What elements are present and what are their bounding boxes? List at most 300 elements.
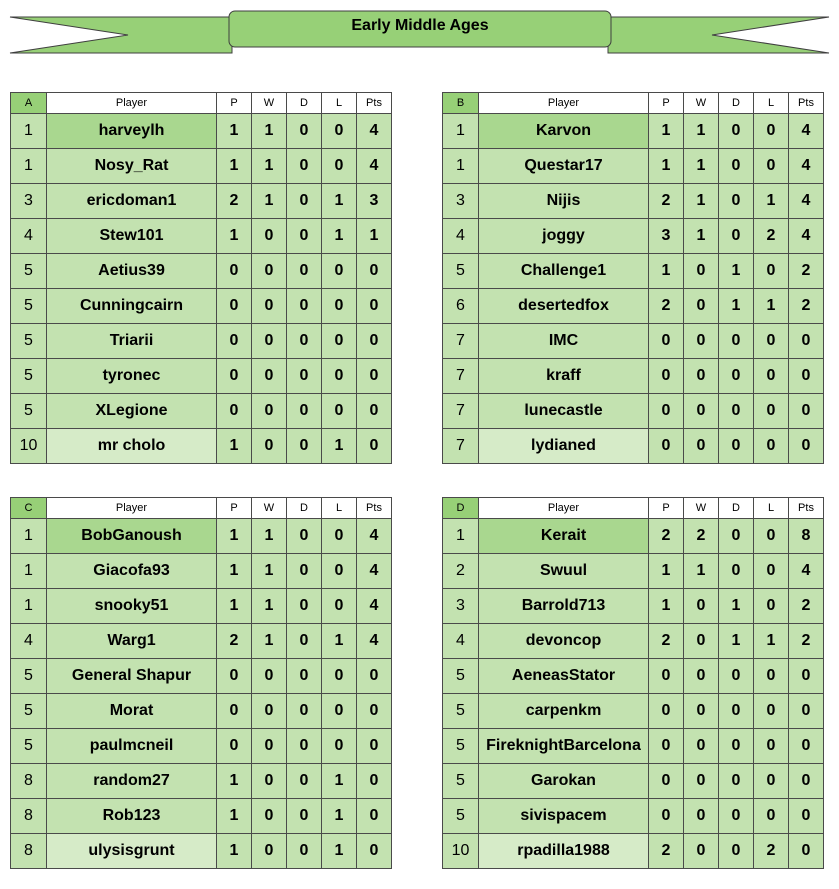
table-row (11, 519, 392, 554)
player-name-cell: BobGanoush (47, 519, 217, 554)
table-row (11, 694, 392, 729)
lost-cell: 0 (322, 289, 357, 324)
table-header-row (443, 93, 824, 114)
column-header-l: L (754, 93, 789, 114)
points-cell: 4 (357, 554, 392, 589)
rank-cell: 1 (11, 554, 47, 589)
won-cell: 0 (252, 394, 287, 429)
points-cell: 0 (357, 429, 392, 464)
points-cell: 0 (357, 289, 392, 324)
column-header-p: P (217, 498, 252, 519)
player-name-cell: Giacofa93 (47, 554, 217, 589)
player-name-cell: AeneasStator (479, 659, 649, 694)
played-cell: 2 (649, 519, 684, 554)
points-cell: 0 (357, 834, 392, 869)
played-cell: 0 (217, 694, 252, 729)
column-header-p: P (649, 93, 684, 114)
player-name-cell: Karvon (479, 114, 649, 149)
player-name-cell: Warg1 (47, 624, 217, 659)
won-cell: 0 (252, 289, 287, 324)
lost-cell: 1 (754, 184, 789, 219)
player-name-cell: General Shapur (47, 659, 217, 694)
table-row (443, 219, 824, 254)
table-header-row (11, 498, 392, 519)
played-cell: 1 (217, 429, 252, 464)
lost-cell: 0 (322, 149, 357, 184)
lost-cell: 0 (754, 359, 789, 394)
rank-cell: 3 (443, 589, 479, 624)
points-cell: 4 (789, 554, 824, 589)
played-cell: 1 (217, 589, 252, 624)
played-cell: 1 (217, 834, 252, 869)
points-cell: 0 (357, 359, 392, 394)
points-cell: 0 (789, 694, 824, 729)
rank-cell: 5 (11, 324, 47, 359)
column-header-w: W (684, 93, 719, 114)
drawn-cell: 0 (287, 324, 322, 359)
column-header-l: L (322, 93, 357, 114)
table-row (443, 149, 824, 184)
points-cell: 0 (789, 359, 824, 394)
lost-cell: 1 (322, 834, 357, 869)
rank-cell: 7 (443, 394, 479, 429)
player-name-cell: Challenge1 (479, 254, 649, 289)
played-cell: 3 (649, 219, 684, 254)
lost-cell: 0 (322, 694, 357, 729)
drawn-cell: 0 (719, 429, 754, 464)
column-header-player: Player (47, 498, 217, 519)
won-cell: 0 (252, 254, 287, 289)
rank-cell: 1 (11, 589, 47, 624)
column-header-p: P (217, 93, 252, 114)
rank-cell: 5 (443, 254, 479, 289)
drawn-cell: 0 (719, 219, 754, 254)
group-table-a (10, 92, 392, 464)
drawn-cell: 1 (719, 289, 754, 324)
won-cell: 1 (684, 554, 719, 589)
drawn-cell: 0 (719, 659, 754, 694)
table-row (443, 799, 824, 834)
rank-cell: 4 (11, 219, 47, 254)
table-row (443, 254, 824, 289)
table-row (443, 184, 824, 219)
played-cell: 1 (217, 764, 252, 799)
points-cell: 0 (789, 729, 824, 764)
won-cell: 0 (684, 799, 719, 834)
drawn-cell: 0 (287, 429, 322, 464)
lost-cell: 0 (754, 429, 789, 464)
drawn-cell: 0 (287, 149, 322, 184)
lost-cell: 0 (322, 394, 357, 429)
rank-cell: 5 (11, 659, 47, 694)
rank-cell: 5 (11, 254, 47, 289)
table-row (11, 729, 392, 764)
rank-cell: 5 (443, 799, 479, 834)
table-row (11, 394, 392, 429)
player-name-cell: Nosy_Rat (47, 149, 217, 184)
ribbon-left-tail (10, 17, 232, 53)
player-name-cell: harveylh (47, 114, 217, 149)
rank-cell: 6 (443, 289, 479, 324)
column-header-w: W (252, 498, 287, 519)
table-row (443, 694, 824, 729)
group-table-d (442, 497, 824, 869)
table-row (11, 429, 392, 464)
lost-cell: 0 (322, 659, 357, 694)
played-cell: 0 (217, 359, 252, 394)
played-cell: 0 (649, 429, 684, 464)
table-row (443, 289, 824, 324)
drawn-cell: 0 (287, 184, 322, 219)
lost-cell: 2 (754, 834, 789, 869)
won-cell: 0 (684, 659, 719, 694)
won-cell: 1 (252, 519, 287, 554)
played-cell: 1 (217, 519, 252, 554)
rank-cell: 5 (443, 729, 479, 764)
points-cell: 4 (357, 624, 392, 659)
table-row (11, 254, 392, 289)
won-cell: 0 (684, 834, 719, 869)
played-cell: 1 (217, 149, 252, 184)
lost-cell: 1 (754, 289, 789, 324)
lost-cell: 0 (322, 114, 357, 149)
played-cell: 1 (649, 114, 684, 149)
player-name-cell: Stew101 (47, 219, 217, 254)
player-name-cell: lydianed (479, 429, 649, 464)
won-cell: 0 (252, 694, 287, 729)
won-cell: 0 (684, 394, 719, 429)
points-cell: 0 (789, 834, 824, 869)
table-row (443, 729, 824, 764)
points-cell: 0 (789, 324, 824, 359)
column-header-player: Player (479, 93, 649, 114)
rank-cell: 4 (11, 624, 47, 659)
lost-cell: 1 (322, 429, 357, 464)
rank-cell: 3 (11, 184, 47, 219)
drawn-cell: 0 (287, 359, 322, 394)
player-name-cell: kraff (479, 359, 649, 394)
played-cell: 2 (649, 624, 684, 659)
played-cell: 0 (217, 254, 252, 289)
lost-cell: 0 (754, 729, 789, 764)
player-name-cell: Swuul (479, 554, 649, 589)
played-cell: 0 (217, 729, 252, 764)
won-cell: 1 (252, 624, 287, 659)
player-name-cell: Triarii (47, 324, 217, 359)
table-row (11, 324, 392, 359)
won-cell: 0 (252, 324, 287, 359)
drawn-cell: 0 (287, 799, 322, 834)
player-name-cell: Cunningcairn (47, 289, 217, 324)
table-row (11, 834, 392, 869)
drawn-cell: 0 (719, 114, 754, 149)
lost-cell: 0 (322, 589, 357, 624)
lost-cell: 2 (754, 219, 789, 254)
won-cell: 1 (252, 149, 287, 184)
group-label: A (11, 93, 47, 114)
points-cell: 2 (789, 624, 824, 659)
table-row (443, 764, 824, 799)
column-header-w: W (684, 498, 719, 519)
played-cell: 0 (649, 729, 684, 764)
player-name-cell: Questar17 (479, 149, 649, 184)
group-label: C (11, 498, 47, 519)
played-cell: 0 (649, 764, 684, 799)
won-cell: 0 (252, 219, 287, 254)
table-header-row (443, 498, 824, 519)
rank-cell: 4 (443, 219, 479, 254)
player-name-cell: ulysisgrunt (47, 834, 217, 869)
rank-cell: 10 (443, 834, 479, 869)
player-name-cell: IMC (479, 324, 649, 359)
played-cell: 1 (649, 254, 684, 289)
won-cell: 0 (252, 359, 287, 394)
won-cell: 0 (252, 729, 287, 764)
won-cell: 0 (252, 659, 287, 694)
played-cell: 0 (649, 394, 684, 429)
won-cell: 1 (684, 184, 719, 219)
drawn-cell: 0 (719, 764, 754, 799)
points-cell: 4 (357, 114, 392, 149)
player-name-cell: sivispacem (479, 799, 649, 834)
player-name-cell: snooky51 (47, 589, 217, 624)
drawn-cell: 0 (287, 764, 322, 799)
table-row (11, 184, 392, 219)
points-cell: 2 (789, 254, 824, 289)
player-name-cell: ericdoman1 (47, 184, 217, 219)
rank-cell: 8 (11, 764, 47, 799)
points-cell: 1 (357, 219, 392, 254)
rank-cell: 8 (11, 799, 47, 834)
drawn-cell: 0 (719, 324, 754, 359)
rank-cell: 7 (443, 359, 479, 394)
lost-cell: 1 (322, 764, 357, 799)
played-cell: 0 (217, 289, 252, 324)
table-row (443, 394, 824, 429)
points-cell: 0 (357, 694, 392, 729)
column-header-player: Player (479, 498, 649, 519)
points-cell: 0 (789, 799, 824, 834)
played-cell: 2 (649, 184, 684, 219)
points-cell: 3 (357, 184, 392, 219)
points-cell: 8 (789, 519, 824, 554)
drawn-cell: 0 (287, 659, 322, 694)
points-cell: 0 (789, 394, 824, 429)
column-header-d: D (287, 93, 322, 114)
points-cell: 0 (789, 764, 824, 799)
table-row (443, 589, 824, 624)
won-cell: 0 (684, 764, 719, 799)
player-name-cell: joggy (479, 219, 649, 254)
won-cell: 0 (252, 834, 287, 869)
player-name-cell: Rob123 (47, 799, 217, 834)
won-cell: 1 (684, 149, 719, 184)
drawn-cell: 0 (287, 554, 322, 589)
rank-cell: 5 (443, 659, 479, 694)
column-header-player: Player (47, 93, 217, 114)
rank-cell: 5 (443, 694, 479, 729)
played-cell: 0 (649, 359, 684, 394)
column-header-pts: Pts (789, 498, 824, 519)
table-row (443, 359, 824, 394)
page-title: Early Middle Ages (351, 17, 489, 34)
column-header-l: L (754, 498, 789, 519)
player-name-cell: XLegione (47, 394, 217, 429)
player-name-cell: paulmcneil (47, 729, 217, 764)
drawn-cell: 0 (287, 254, 322, 289)
table-row (443, 114, 824, 149)
column-header-d: D (287, 498, 322, 519)
drawn-cell: 0 (719, 149, 754, 184)
lost-cell: 0 (754, 324, 789, 359)
played-cell: 2 (649, 834, 684, 869)
rank-cell: 1 (11, 114, 47, 149)
player-name-cell: FireknightBarcelona (479, 729, 649, 764)
lost-cell: 0 (754, 114, 789, 149)
played-cell: 1 (649, 554, 684, 589)
lost-cell: 1 (322, 184, 357, 219)
won-cell: 0 (252, 799, 287, 834)
player-name-cell: lunecastle (479, 394, 649, 429)
drawn-cell: 0 (287, 834, 322, 869)
player-name-cell: carpenkm (479, 694, 649, 729)
drawn-cell: 0 (719, 519, 754, 554)
lost-cell: 1 (322, 624, 357, 659)
column-header-p: P (649, 498, 684, 519)
lost-cell: 0 (322, 359, 357, 394)
drawn-cell: 0 (719, 799, 754, 834)
played-cell: 0 (649, 799, 684, 834)
drawn-cell: 0 (719, 694, 754, 729)
group-label: B (443, 93, 479, 114)
drawn-cell: 0 (287, 624, 322, 659)
drawn-cell: 0 (287, 289, 322, 324)
rank-cell: 5 (11, 289, 47, 324)
points-cell: 0 (789, 659, 824, 694)
player-name-cell: tyronec (47, 359, 217, 394)
played-cell: 0 (649, 659, 684, 694)
lost-cell: 0 (754, 394, 789, 429)
rank-cell: 3 (443, 184, 479, 219)
column-header-d: D (719, 93, 754, 114)
drawn-cell: 0 (287, 729, 322, 764)
group-label: D (443, 498, 479, 519)
won-cell: 0 (684, 254, 719, 289)
played-cell: 0 (649, 324, 684, 359)
rank-cell: 5 (11, 729, 47, 764)
drawn-cell: 0 (287, 519, 322, 554)
table-row (11, 289, 392, 324)
lost-cell: 0 (754, 799, 789, 834)
player-name-cell: Barrold713 (479, 589, 649, 624)
lost-cell: 0 (754, 519, 789, 554)
player-name-cell: devoncop (479, 624, 649, 659)
rank-cell: 7 (443, 324, 479, 359)
lost-cell: 0 (322, 554, 357, 589)
drawn-cell: 1 (719, 254, 754, 289)
ribbon-right-tail (608, 17, 829, 53)
rank-cell: 1 (443, 519, 479, 554)
played-cell: 0 (217, 394, 252, 429)
rank-cell: 5 (11, 694, 47, 729)
table-row (443, 659, 824, 694)
column-header-pts: Pts (357, 498, 392, 519)
table-row (11, 659, 392, 694)
points-cell: 0 (357, 254, 392, 289)
table-row (443, 324, 824, 359)
played-cell: 1 (217, 799, 252, 834)
drawn-cell: 0 (719, 729, 754, 764)
drawn-cell: 0 (719, 554, 754, 589)
rank-cell: 5 (443, 764, 479, 799)
played-cell: 1 (649, 589, 684, 624)
won-cell: 0 (252, 429, 287, 464)
won-cell: 0 (684, 589, 719, 624)
drawn-cell: 0 (287, 589, 322, 624)
table-row (11, 799, 392, 834)
lost-cell: 0 (754, 694, 789, 729)
points-cell: 2 (789, 289, 824, 324)
rank-cell: 1 (11, 519, 47, 554)
points-cell: 4 (357, 589, 392, 624)
played-cell: 2 (649, 289, 684, 324)
played-cell: 2 (217, 184, 252, 219)
table-row (11, 764, 392, 799)
player-name-cell: Morat (47, 694, 217, 729)
won-cell: 0 (684, 729, 719, 764)
points-cell: 0 (357, 324, 392, 359)
player-name-cell: mr cholo (47, 429, 217, 464)
rank-cell: 5 (11, 394, 47, 429)
player-name-cell: rpadilla1988 (479, 834, 649, 869)
player-name-cell: Kerait (479, 519, 649, 554)
drawn-cell: 0 (287, 114, 322, 149)
table-row (11, 359, 392, 394)
table-row (443, 429, 824, 464)
points-cell: 4 (357, 149, 392, 184)
lost-cell: 1 (754, 624, 789, 659)
lost-cell: 0 (754, 764, 789, 799)
played-cell: 0 (217, 659, 252, 694)
drawn-cell: 1 (719, 624, 754, 659)
table-row (443, 624, 824, 659)
won-cell: 1 (684, 219, 719, 254)
played-cell: 0 (649, 694, 684, 729)
table-row (11, 589, 392, 624)
won-cell: 1 (252, 589, 287, 624)
drawn-cell: 0 (719, 184, 754, 219)
lost-cell: 0 (322, 324, 357, 359)
played-cell: 1 (217, 219, 252, 254)
table-row (443, 554, 824, 589)
points-cell: 2 (789, 589, 824, 624)
won-cell: 0 (684, 624, 719, 659)
won-cell: 0 (684, 289, 719, 324)
lost-cell: 0 (322, 254, 357, 289)
table-row (11, 554, 392, 589)
drawn-cell: 0 (287, 219, 322, 254)
lost-cell: 1 (322, 799, 357, 834)
rank-cell: 7 (443, 429, 479, 464)
points-cell: 0 (357, 394, 392, 429)
column-header-pts: Pts (357, 93, 392, 114)
table-row (11, 114, 392, 149)
points-cell: 0 (357, 799, 392, 834)
won-cell: 0 (684, 429, 719, 464)
won-cell: 1 (252, 184, 287, 219)
points-cell: 0 (789, 429, 824, 464)
lost-cell: 0 (754, 254, 789, 289)
